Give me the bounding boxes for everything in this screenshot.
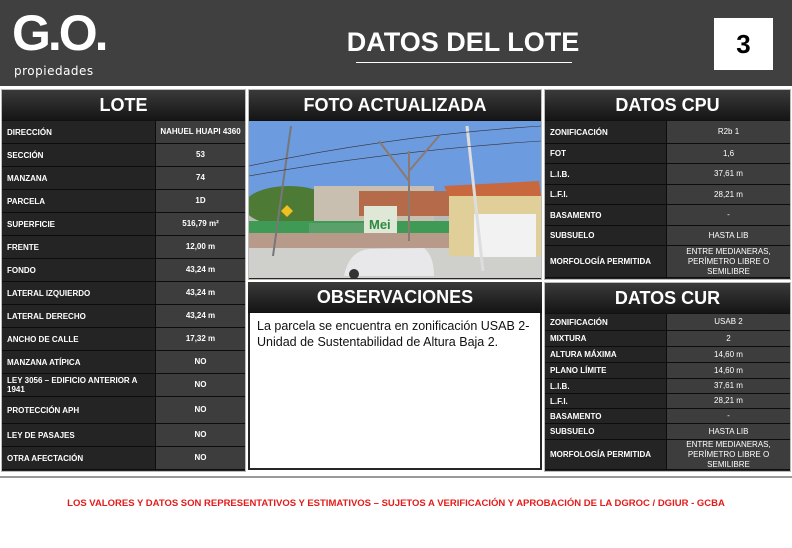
- lote-panel: [1, 89, 246, 472]
- lote-row: [2, 282, 245, 305]
- lote-value: NO: [156, 447, 245, 469]
- cur-label: L.F.I.: [545, 394, 667, 408]
- cpu-value: 28,21 m: [667, 185, 790, 204]
- lote-value: NO: [156, 397, 245, 423]
- cur-value: 14,60 m: [667, 347, 790, 362]
- cur-label: BASAMENTO: [545, 409, 667, 423]
- lote-value: NAHUEL HUAPI 4360: [156, 121, 245, 143]
- cpu-value: -: [667, 205, 790, 225]
- cur-label: MORFOLOGÍA PERMITIDA: [545, 440, 667, 469]
- lote-row: [2, 167, 245, 190]
- cur-title: DATOS CUR: [545, 283, 790, 314]
- cur-value: 28,21 m: [667, 394, 790, 408]
- observations-title: OBSERVACIONES: [248, 282, 542, 313]
- lote-row: [2, 424, 245, 447]
- cpu-label: SUBSUELO: [545, 226, 667, 245]
- lote-row: [2, 121, 245, 144]
- lote-value: 12,00 m: [156, 236, 245, 258]
- photo-title: FOTO ACTUALIZADA: [249, 90, 541, 121]
- lote-row: [2, 447, 245, 470]
- cur-row: [545, 363, 790, 379]
- cpu-label: FOT: [545, 144, 667, 163]
- footer: [0, 476, 792, 548]
- lote-label: SUPERFICIE: [2, 213, 156, 235]
- cpu-row: [545, 144, 790, 164]
- lote-value: NO: [156, 424, 245, 446]
- cpu-label: L.I.B.: [545, 164, 667, 184]
- cpu-label: L.F.I.: [545, 185, 667, 204]
- lote-label: LEY DE PASAJES: [2, 424, 156, 446]
- cur-label: MIXTURA: [545, 331, 667, 346]
- cpu-row: [545, 164, 790, 185]
- cpu-title: DATOS CPU: [545, 90, 790, 121]
- cpu-label: ZONIFICACIÓN: [545, 121, 667, 143]
- lote-label: LATERAL IZQUIERDO: [2, 282, 156, 304]
- lote-row: [2, 397, 245, 424]
- cpu-row: [545, 121, 790, 144]
- lote-row: [2, 144, 245, 167]
- cur-row: [545, 424, 790, 440]
- cpu-value: R2b 1: [667, 121, 790, 143]
- lote-row: [2, 190, 245, 213]
- lote-value: 17,32 m: [156, 328, 245, 350]
- cur-label: ALTURA MÁXIMA: [545, 347, 667, 362]
- lote-label: DIRECCIÓN: [2, 121, 156, 143]
- observations-panel: [248, 282, 542, 472]
- lote-value: 516,79 m²: [156, 213, 245, 235]
- cur-value: 14,60 m: [667, 363, 790, 378]
- lote-row: [2, 374, 245, 397]
- logo-subtitle: propiedades: [14, 64, 94, 78]
- lote-label: PROTECCIÓN APH: [2, 397, 156, 423]
- cpu-label: BASAMENTO: [545, 205, 667, 225]
- cur-row: [545, 314, 790, 331]
- lote-value: 53: [156, 144, 245, 166]
- sign-text: Mei: [369, 217, 391, 232]
- lote-row: [2, 236, 245, 259]
- cur-value: 37,61 m: [667, 379, 790, 393]
- cur-row: [545, 409, 790, 424]
- lote-title: LOTE: [2, 90, 245, 121]
- lote-value: 1D: [156, 190, 245, 212]
- cpu-label: MORFOLOGÍA PERMITIDA: [545, 246, 667, 277]
- cur-row: [545, 379, 790, 394]
- cpu-row: [545, 205, 790, 226]
- lote-row: [2, 259, 245, 282]
- cpu-row: [545, 226, 790, 246]
- cpu-row: [545, 185, 790, 205]
- lote-value: 74: [156, 167, 245, 189]
- observations-text: La parcela se encuentra en zonificación USAB 2- Unidad de Sustentabilidad de Altura Baja 2.: [248, 313, 542, 470]
- cur-value: HASTA LIB: [667, 424, 790, 439]
- cur-row: [545, 331, 790, 347]
- cur-value: ENTRE MEDIANERAS, PERÍMETRO LIBRE O SEMILIBRE: [667, 440, 790, 469]
- header: [0, 0, 792, 86]
- lote-value: 43,24 m: [156, 282, 245, 304]
- cur-row: [545, 394, 790, 409]
- lote-row: [2, 351, 245, 374]
- cur-panel: [544, 282, 791, 472]
- cur-label: SUBSUELO: [545, 424, 667, 439]
- cpu-row: [545, 246, 790, 278]
- cur-value: USAB 2: [667, 314, 790, 330]
- cur-row: [545, 347, 790, 363]
- lote-label: MANZANA ATÍPICA: [2, 351, 156, 373]
- cpu-value: ENTRE MEDIANERAS, PERÍMETRO LIBRE O SEMILIBRE: [667, 246, 790, 277]
- company-logo: [12, 5, 106, 80]
- lote-label: MANZANA: [2, 167, 156, 189]
- disclaimer: LOS VALORES Y DATOS SON REPRESENTATIVOS Y ESTIMATIVOS – SUJETOS A VERIFICACIÓN Y APROBACIÓN DE LA DGROC / DGIUR - GCBA: [67, 498, 725, 509]
- page-title: DATOS DEL LOTE: [346, 27, 580, 57]
- lote-label: PARCELA: [2, 190, 156, 212]
- lote-label: OTRA AFECTACIÓN: [2, 447, 156, 469]
- lote-value: 43,24 m: [156, 259, 245, 281]
- lote-row: [2, 305, 245, 328]
- page-number: 3: [714, 18, 773, 70]
- cpu-panel: [544, 89, 791, 280]
- cur-value: -: [667, 409, 790, 423]
- lote-label: FONDO: [2, 259, 156, 281]
- lote-value: NO: [156, 351, 245, 373]
- lote-label: LATERAL DERECHO: [2, 305, 156, 327]
- lote-row: [2, 213, 245, 236]
- lote-label: ANCHO DE CALLE: [2, 328, 156, 350]
- lote-label: LEY 3056 – EDIFICIO ANTERIOR A 1941: [2, 374, 156, 396]
- cur-row: [545, 440, 790, 470]
- lote-label: SECCIÓN: [2, 144, 156, 166]
- title-underline: [356, 62, 572, 63]
- lote-row: [2, 328, 245, 351]
- cpu-value: HASTA LIB: [667, 226, 790, 245]
- cur-label: ZONIFICACIÓN: [545, 314, 667, 330]
- cur-label: PLANO LÍMITE: [545, 363, 667, 378]
- cpu-value: 37,61 m: [667, 164, 790, 184]
- cpu-value: 1,6: [667, 144, 790, 163]
- logo-mark: G.O.: [12, 5, 106, 61]
- lote-value: NO: [156, 374, 245, 396]
- photo-panel: [248, 89, 542, 280]
- cur-label: L.I.B.: [545, 379, 667, 393]
- lote-value: 43,24 m: [156, 305, 245, 327]
- lote-label: FRENTE: [2, 236, 156, 258]
- property-photo: [249, 121, 541, 278]
- cur-value: 2: [667, 331, 790, 346]
